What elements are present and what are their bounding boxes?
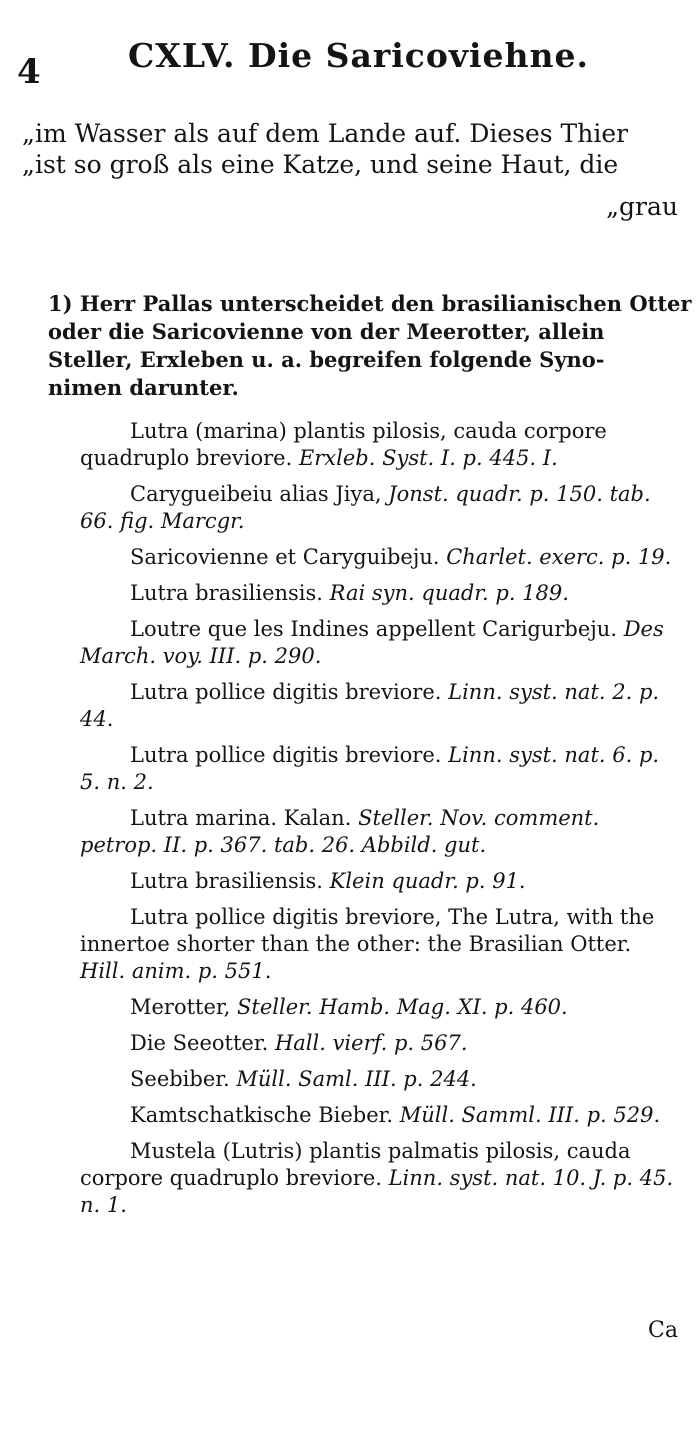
synonym-reference: Des March. voy. III. p. 290. — [80, 617, 664, 668]
footnote-line: nimen darunter. — [48, 375, 239, 400]
synonym-text: Seebiber. — [130, 1067, 230, 1091]
synonym-reference: Jonst. quadr. p. 150. tab. 66. fig. Marcgr. — [80, 482, 651, 533]
catchword: „grau — [606, 192, 678, 221]
page-number: 4 — [17, 52, 41, 92]
synonym-text: Lutra pollice digitis breviore. — [130, 680, 442, 704]
synonym-entry — [80, 742, 680, 796]
synonym-text: Merotter, — [130, 995, 231, 1019]
footnote — [48, 290, 692, 402]
synonym-reference: Steller. Hamb. Mag. XI. p. 460. — [237, 995, 568, 1019]
synonym-reference: Müll. Saml. III. p. 244. — [236, 1067, 477, 1091]
synonym-text: Loutre que les Indines appellent Carigurbeju. — [130, 617, 618, 641]
synonym-reference: Linn. syst. nat. 2. p. 44. — [80, 680, 660, 731]
footnote-line: Steller, Erxleben u. a. begreifen folgende Syno- — [48, 347, 605, 372]
synonym-text: Lutra brasiliensis. — [130, 581, 323, 605]
synonym-text: Lutra marina. Kalan. — [130, 806, 352, 830]
synonym-text: Die Seeotter. — [130, 1031, 269, 1055]
synonym-entry — [80, 1030, 680, 1057]
synonym-entry — [80, 580, 680, 607]
synonym-text: Lutra pollice digitis breviore, The Lutra, with the innertoe shorter than the other: the Brasilian Otter. — [80, 905, 655, 956]
text-line: „ist so groß als eine Katze, und seine Haut, die — [22, 150, 619, 179]
synonym-reference: Klein quadr. p. 91. — [329, 869, 526, 893]
synonym-entry — [80, 481, 680, 535]
synonym-entry — [80, 805, 680, 859]
synonym-entry — [80, 679, 680, 733]
synonym-reference: Linn. syst. nat. 6. p. 5. n. 2. — [80, 743, 660, 794]
synonym-entry — [80, 1138, 680, 1219]
text-line: „im Wasser als auf dem Lande auf. Dieses Thier — [22, 119, 629, 148]
synonym-entry — [80, 868, 680, 895]
synonym-entry — [80, 544, 680, 571]
synonym-entry — [80, 418, 680, 472]
synonym-reference: Erxleb. Syst. I. p. 445. I. — [298, 446, 558, 470]
synonym-entry — [80, 616, 680, 670]
synonym-reference: Linn. syst. nat. 10. J. p. 45. n. 1. — [80, 1166, 674, 1217]
synonym-text: Mustela (Lutris) plantis palmatis pilosis, cauda corpore quadruplo breviore. — [80, 1139, 631, 1190]
synonym-entry — [80, 994, 680, 1021]
synonym-reference: Charlet. exerc. p. 19. — [446, 545, 672, 569]
synonym-entry — [80, 1102, 680, 1129]
synonym-reference: Steller. Nov. comment. petrop. II. p. 367. tab. 26. Abbild. gut. — [80, 806, 600, 857]
running-title: CXLV. Die Saricoviehne. — [128, 36, 590, 75]
main-text — [22, 118, 682, 180]
synonym-reference: Rai syn. quadr. p. 189. — [329, 581, 569, 605]
synonym-text: Lutra brasiliensis. — [130, 869, 323, 893]
footnote-line: 1) Herr Pallas unterscheidet den brasilianischen Otter — [48, 291, 692, 316]
synonym-entry — [80, 904, 680, 985]
synonym-text: Kamtschatkische Bieber. — [130, 1103, 394, 1127]
synonym-text: Lutra pollice digitis breviore. — [130, 743, 442, 767]
synonym-entry — [80, 1066, 680, 1093]
synonym-reference: Hill. anim. p. 551. — [80, 959, 272, 983]
synonym-text: Lutra (marina) plantis pilosis, cauda corpore quadruplo breviore. — [80, 419, 607, 470]
synonym-reference: Müll. Samml. III. p. 529. — [399, 1103, 661, 1127]
catchword-bottom: Ca — [648, 1318, 678, 1343]
synonym-list — [80, 418, 680, 1228]
footnote-line: oder die Saricovienne von der Meerotter, allein — [48, 319, 605, 344]
synonym-text: Saricovienne et Caryguibeju. — [130, 545, 440, 569]
synonym-reference: Hall. vierf. p. 567. — [274, 1031, 468, 1055]
synonym-text: Carygueibeiu alias Jiya, — [130, 482, 382, 506]
